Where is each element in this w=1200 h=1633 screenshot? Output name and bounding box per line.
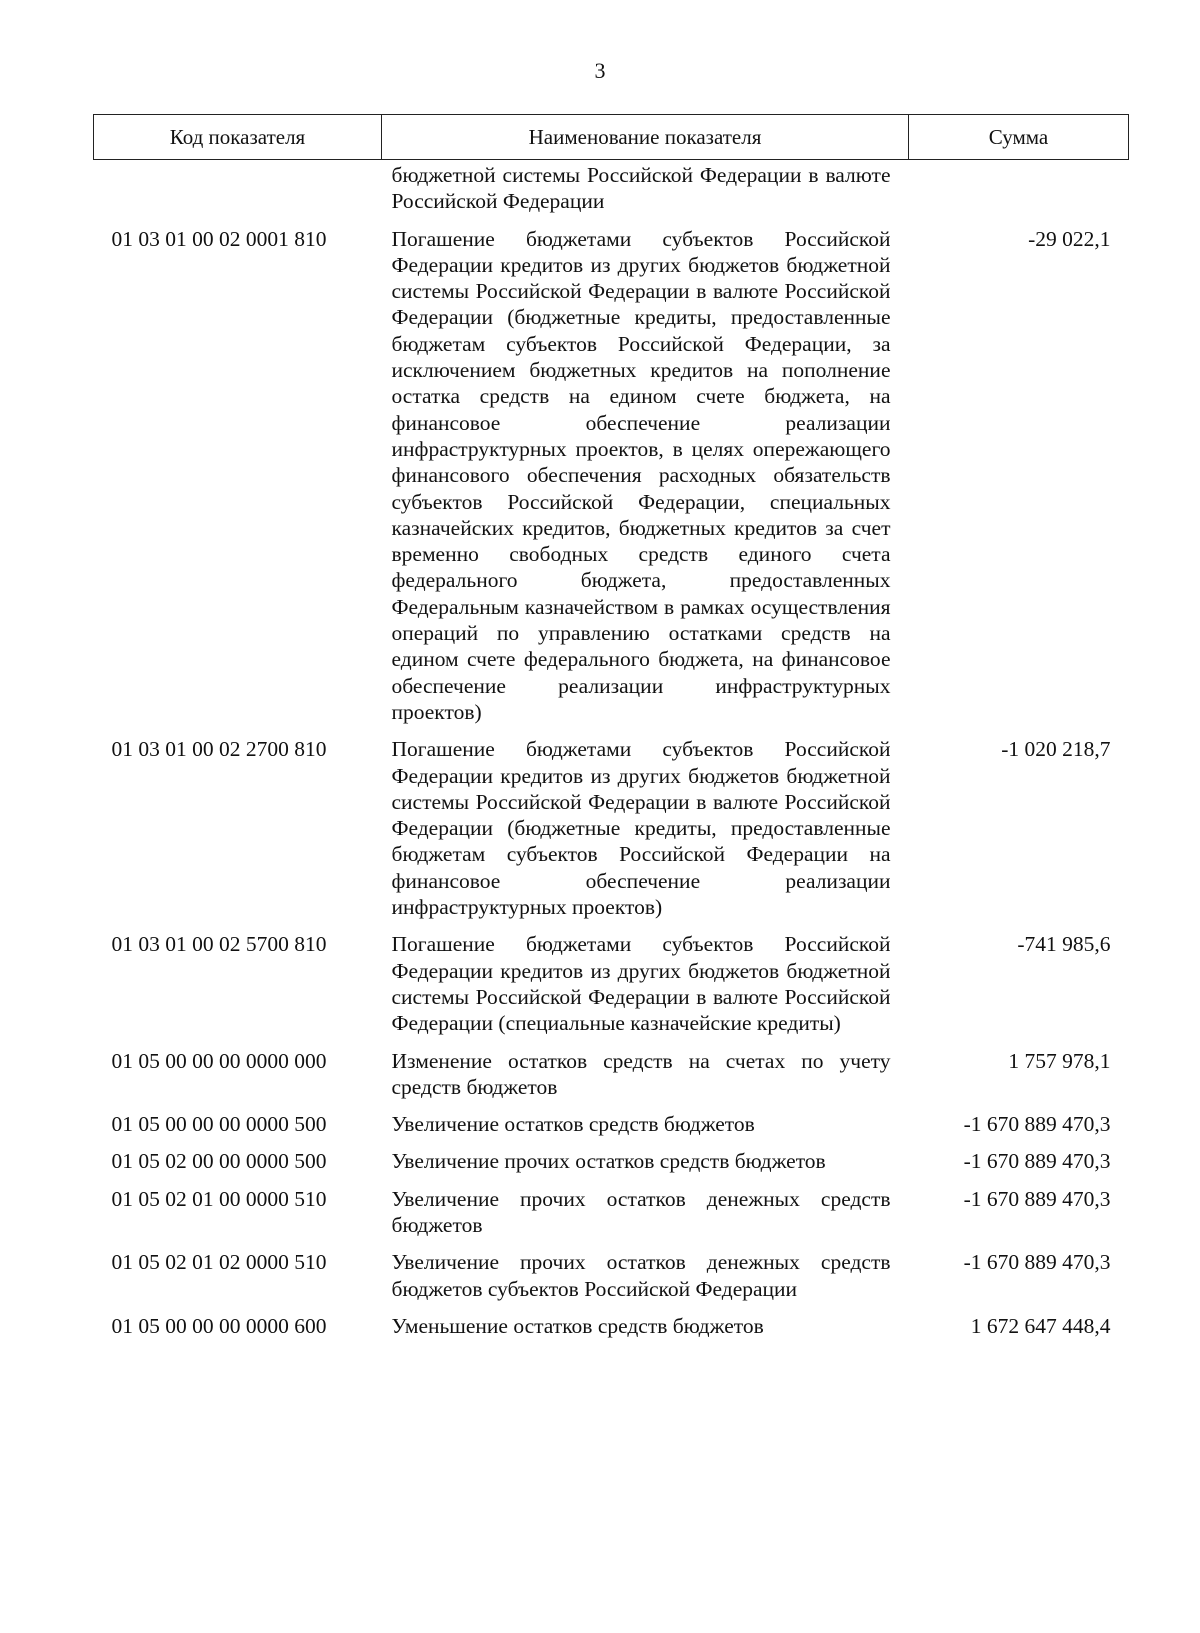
table-header xyxy=(94,115,1129,160)
indicator-name: Увеличение прочих остатков денежных средств бюджетов xyxy=(391,1186,891,1237)
indicator-code: 01 05 00 00 00 0000 600 xyxy=(111,1313,327,1338)
indicator-code: 01 03 01 00 02 2700 810 xyxy=(111,737,327,762)
indicator-code: 01 03 01 00 02 5700 810 xyxy=(111,932,327,957)
indicator-name: Погашение бюджетами субъектов Российской Федерации кредитов из других бюджетов бюджетной системы Российской Федерации в валюте Российской Федерации (специальные казначейские кредиты) xyxy=(391,932,891,1036)
indicator-amount: 1 672 647 448,4 xyxy=(970,1313,1111,1338)
indicator-code: 01 05 02 01 02 0000 510 xyxy=(111,1250,327,1275)
table-row xyxy=(94,1313,1129,1350)
indicator-code: 01 05 02 00 00 0000 500 xyxy=(111,1149,327,1174)
table-row xyxy=(94,226,1129,737)
table-row xyxy=(94,1186,1129,1250)
indicator-code xyxy=(94,160,382,226)
table-row xyxy=(94,160,1129,226)
indicator-code: 01 05 02 01 00 0000 510 xyxy=(111,1186,327,1211)
indicator-amount: -1 670 889 470,3 xyxy=(963,1250,1111,1275)
indicator-name: Увеличение прочих остатков средств бюджетов xyxy=(391,1149,826,1174)
indicator-name: Увеличение прочих остатков денежных средств бюджетов субъектов Российской Федерации xyxy=(391,1250,891,1301)
table-row xyxy=(94,1111,1129,1148)
indicator-name: бюджетной системы Российской Федерации в валюте Российской Федерации xyxy=(391,163,891,214)
indicator-name: Погашение бюджетами субъектов Российской Федерации кредитов из других бюджетов бюджетной системы Российской Федерации в валюте Российской Федерации (бюджетные кредиты, предоставленные бюджетам субъектов Российской Федерации на финансовое обеспечение реализации инфраструктурных проектов) xyxy=(391,737,891,920)
indicator-code: 01 05 00 00 00 0000 000 xyxy=(111,1048,327,1073)
indicator-name: Изменение остатков средств на счетах по учету средств бюджетов xyxy=(391,1048,891,1099)
table-row xyxy=(94,1048,1129,1112)
indicator-amount: -1 020 218,7 xyxy=(1001,737,1111,762)
indicator-name: Погашение бюджетами субъектов Российской Федерации кредитов из других бюджетов бюджетной системы Российской Федерации в валюте Российской Федерации (бюджетные кредиты, предоставленные бюджетам субъектов Российской Федерации, за исключением бюджетных кредитов на пополнение остатка средств на едином счете бюджета, на финансовое обеспечение реализации инфраструктурных проектов, в целях опережающего финансового обеспечения расходных обязательств субъектов Российской Федерации, специальных казначейских кредитов, бюджетных кредитов за счет временно свободных средств единого счета федерального бюджета, предоставленных Федеральным казначейством в рамках осуществления операций по управлению остатками средств на едином счете федерального бюджета, на финансовое обеспечение реализации инфраструктурных проектов) xyxy=(391,226,891,724)
header-code: Код показателя xyxy=(94,115,382,160)
indicator-table xyxy=(93,114,1129,1350)
indicator-amount: -29 022,1 xyxy=(1028,226,1111,251)
indicator-amount xyxy=(909,160,1129,226)
indicator-code: 01 03 01 00 02 0001 810 xyxy=(111,226,327,251)
header-amount: Сумма xyxy=(909,115,1129,160)
indicator-name: Увеличение остатков средств бюджетов xyxy=(391,1112,755,1137)
indicator-amount: -741 985,6 xyxy=(1017,932,1111,957)
table-row xyxy=(94,931,1129,1047)
table-header-row xyxy=(94,115,1129,160)
header-name: Наименование показателя xyxy=(382,115,909,160)
indicator-name: Уменьшение остатков средств бюджетов xyxy=(391,1313,764,1338)
indicator-amount: -1 670 889 470,3 xyxy=(963,1112,1111,1137)
indicator-amount: -1 670 889 470,3 xyxy=(963,1186,1111,1211)
indicator-code: 01 05 00 00 00 0000 500 xyxy=(111,1112,327,1137)
indicator-amount: -1 670 889 470,3 xyxy=(963,1149,1111,1174)
table-row xyxy=(94,1249,1129,1313)
page-number: 3 xyxy=(594,58,606,83)
table-body xyxy=(94,160,1129,1351)
indicator-amount: 1 757 978,1 xyxy=(1008,1048,1111,1073)
table-row xyxy=(94,1148,1129,1185)
table-row xyxy=(94,736,1129,931)
